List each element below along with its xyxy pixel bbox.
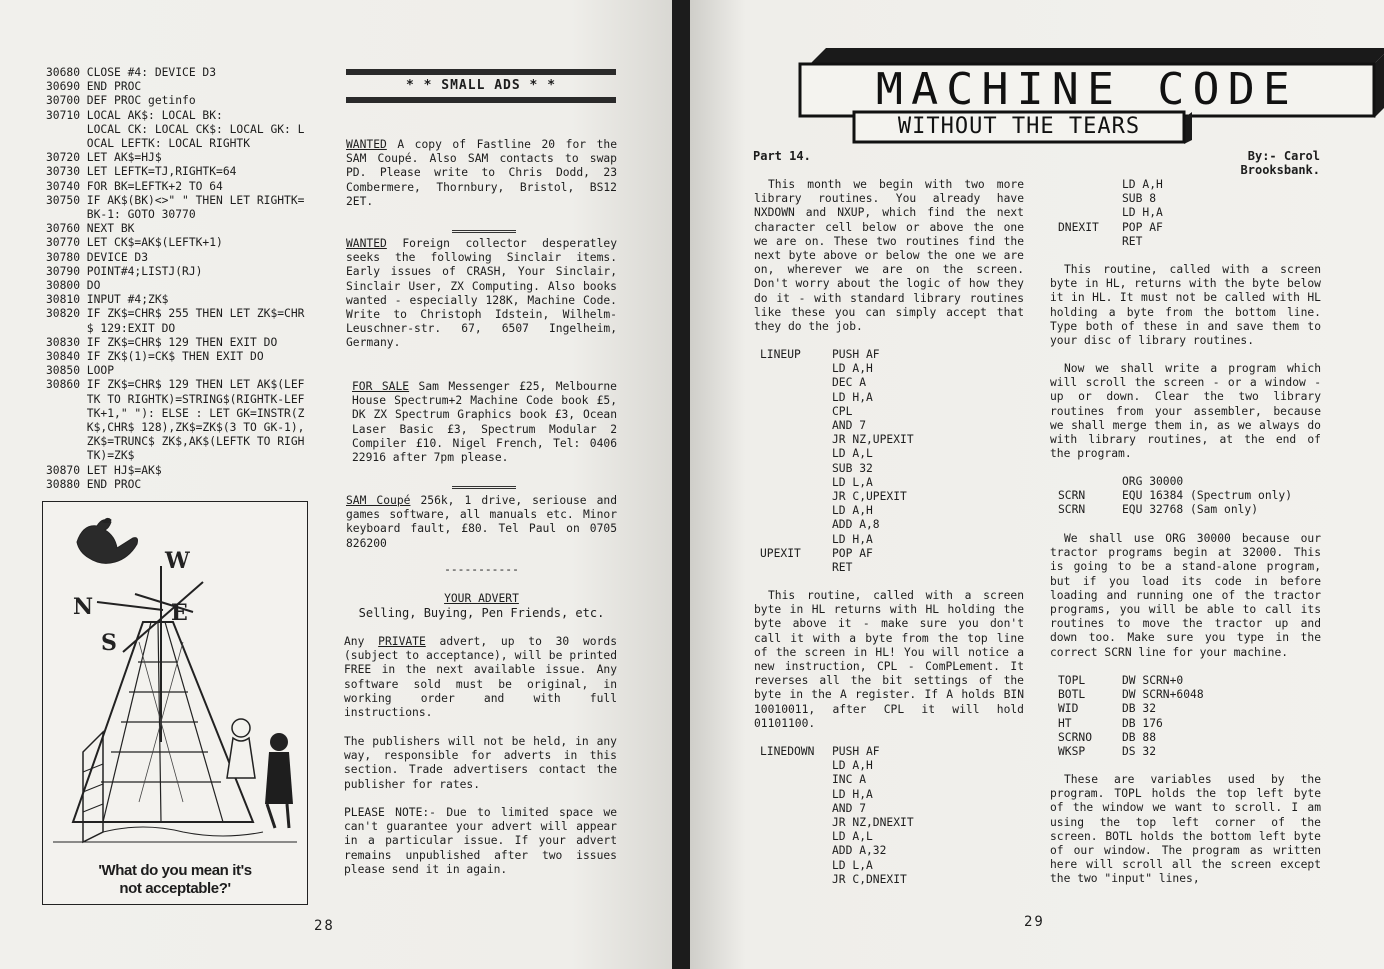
linedown-paragraph: This routine, called with a screen byte in HL, returns with the byte below it in HL. It must not be called with HL holding a byte from the bottom line. Type both of these in and save them to your disc of library routines. xyxy=(1050,263,1321,348)
right-page xyxy=(690,0,1384,969)
code-label xyxy=(760,405,832,419)
code-instr: INC A xyxy=(832,773,867,787)
code-instr: LD A,H xyxy=(832,759,873,773)
variables-code xyxy=(1058,674,1204,759)
code-label xyxy=(760,859,832,873)
code-line xyxy=(760,561,914,575)
code-instr: LD H,A xyxy=(1122,206,1163,220)
private-advert-paragraph xyxy=(344,635,617,720)
ad-tag: WANTED xyxy=(346,237,387,250)
code-label xyxy=(760,844,832,858)
listing-line: 30730 LET LEFTK=TJ,RIGHTK=64 xyxy=(46,165,237,179)
code-line xyxy=(1058,235,1163,249)
code-instr: ADD A,32 xyxy=(832,844,887,858)
part-number: Part 14. xyxy=(753,149,811,163)
code-label xyxy=(760,561,832,575)
svg-text:S: S xyxy=(101,630,117,656)
code-label xyxy=(760,476,832,490)
code-label xyxy=(760,419,832,433)
machine-code-logo xyxy=(798,44,1384,144)
your-advert-heading xyxy=(346,592,617,620)
listing-line: 30850 LOOP xyxy=(46,364,115,378)
listing-line: 30870 LET HJ$=AK$ xyxy=(46,463,162,477)
listing-line: 30770 LET CK$=AK$(LEFTK+1) xyxy=(46,236,223,250)
variables-paragraph: These are variables used by the program. TOPL holds the top left byte of the window we want to scroll. I am using the top left corner of the screen. BOTL holds the bottom left byte of our window. The program as written here will scroll all the screen except the two "input" lines, xyxy=(1050,773,1321,886)
code-instr: ADD A,8 xyxy=(832,518,880,532)
listing-line: TK TO RIGHTK)=STRING$(RIGHTK-LEF xyxy=(46,392,305,406)
code-line xyxy=(760,788,914,802)
org-code xyxy=(1058,475,1292,518)
cpl-paragraph: This routine, called with a screen byte in HL returns with HL holding the byte above it - make sure you don't call it with a byte from the top line of the screen in HL! You will notice a new instruction, CPL - ComPLement. It reverses all the bit settings of the byte in the A register. If A holds BIN 10010011, after CPL it will hold 01101100. xyxy=(754,589,1024,730)
ad-text: Sam Messenger £25, Melbourne House Spectrum+2 Machine Code book £5, DK ZX Spectrum Graphics book £3, Ocean Laser Basic £3, Spectrum Modular 2 Compiler £10. Nigel French, Tel: 0406 22916 after 7pm please. xyxy=(352,380,617,465)
cartoon-caption xyxy=(43,862,307,898)
please-note-text: PLEASE NOTE:- Due to limited space we can't guarantee your advert will appear in a particular issue. If your advert remains unpublished after two issues please send it in again. xyxy=(344,806,617,876)
code-instr: EQU 32768 (Sam only) xyxy=(1122,503,1259,517)
listing-line: 30830 IF ZK$=CHR$ 129 THEN EXIT DO xyxy=(46,335,278,349)
listing-line: TK+1," "): ELSE : LET GK=INSTR(Z xyxy=(46,406,305,420)
code-instr: SUB 32 xyxy=(832,461,873,475)
listing-line: 30710 LOCAL AK$: LOCAL BK: xyxy=(46,108,223,122)
listing-line: 30880 END PROC xyxy=(46,477,142,491)
code-instr: DB 32 xyxy=(1122,702,1157,716)
ad-tag: FOR SALE xyxy=(352,380,410,393)
listing-line: 30720 LET AK$=HJ$ xyxy=(46,151,162,165)
para-text: advert, up to 30 words (subject to acceptance), will be printed FREE in the next available issue. Any software sold must be original, in working order and with full instructions. xyxy=(344,635,617,720)
code-line xyxy=(760,547,914,561)
listing-line: K$,CHR$ 128),ZK$=ZK$(3 TO GK-1), xyxy=(46,421,305,435)
private-tag: PRIVATE xyxy=(378,635,426,648)
code-instr: AND 7 xyxy=(832,419,867,433)
code-label: SCRNO xyxy=(1058,730,1093,744)
code-label xyxy=(760,462,832,476)
code-instr: LD A,H xyxy=(1122,178,1163,191)
ad-tag: SAM Coupé xyxy=(346,494,411,507)
code-instr: LD A,L xyxy=(832,830,873,844)
code-instr: LD A,L xyxy=(832,447,873,461)
scroll-program-paragraph: Now we shall write a program which will scroll the screen - or a window - up or down. Clear the two library routines from your assembler, because we shall merge them in, as we always do with library routines, at the end of the program. xyxy=(1050,362,1321,461)
code-line xyxy=(760,504,914,518)
code-line xyxy=(760,802,914,816)
listing-line: 30760 NEXT BK xyxy=(46,222,135,236)
code-line xyxy=(760,844,914,858)
publisher-disclaimer xyxy=(344,735,617,792)
code-label xyxy=(760,376,832,390)
linedown-code xyxy=(760,745,914,887)
svg-text:N: N xyxy=(73,594,94,620)
code-instr: RET xyxy=(832,561,853,575)
code-line xyxy=(760,773,914,787)
code-instr: RET xyxy=(1122,234,1143,248)
listing-line: 30810 INPUT #4;ZK$ xyxy=(46,293,169,307)
code-label xyxy=(760,759,832,773)
page-number-left: 28 xyxy=(314,918,335,934)
code-instr: CPL xyxy=(832,404,853,418)
code-instr: POP AF xyxy=(1122,220,1163,234)
code-label xyxy=(760,816,832,830)
code-line xyxy=(760,816,914,830)
listing-line: 30750 IF AK$(BK)<>" " THEN LET RIGHTK= xyxy=(46,193,305,207)
code-instr: PUSH AF xyxy=(832,348,880,361)
listing-line: 30860 IF ZK$=CHR$ 129 THEN LET AK$(LEF xyxy=(46,378,305,392)
code-instr: JR C,UPEXIT xyxy=(832,490,907,504)
ad-text: 256k, 1 drive, seriouse and games software, all manuals etc. Minor keyboard fault, £80. Tel Paul on 0705 826200 xyxy=(346,494,617,550)
code-label xyxy=(760,433,832,447)
code-instr: LD L,A xyxy=(832,475,873,489)
listing-line: 30800 DO xyxy=(46,279,101,293)
code-label xyxy=(760,362,832,376)
code-instr: LD A,H xyxy=(832,504,873,518)
code-label: DNEXIT xyxy=(1058,220,1099,234)
lineup-code xyxy=(760,348,914,575)
listing-line: OCAL LEFTK: LOCAL RIGHTK xyxy=(46,137,251,151)
code-instr: LD H,A xyxy=(832,532,873,546)
intro-paragraph: This month we begin with two more library routines. You already have NXDOWN and NXUP, which find the next character cell below or above the one we are on. These two routines find the next byte above or below the one we are on, wherever we are on the screen. Don't worry about the logic of how they do it - with standard library routines like these you can simply accept that they do the job. xyxy=(754,178,1024,334)
code-label: LINEUP xyxy=(760,348,801,361)
cartoon-panel xyxy=(42,501,308,905)
ad-for-sale xyxy=(352,380,617,465)
please-note-paragraph xyxy=(344,806,617,877)
listing-line: ZK$=TRUNC$ ZK$,AK$(LEFTK TO RIGH xyxy=(46,435,305,449)
code-line xyxy=(760,518,914,532)
code-line xyxy=(1058,206,1163,220)
code-line xyxy=(1058,702,1204,716)
logo-title: MACHINE CODE xyxy=(875,64,1299,115)
page-number-right: 29 xyxy=(1024,914,1045,930)
code-label xyxy=(760,873,832,887)
code-label xyxy=(760,533,832,547)
code-instr: LD H,A xyxy=(832,390,873,404)
code-line xyxy=(1058,475,1292,489)
code-label: BOTL xyxy=(1058,688,1086,702)
code-label: TOPL xyxy=(1058,674,1086,687)
listing-line: 30790 POINT#4;LISTJ(RJ) xyxy=(46,264,203,278)
your-advert-title: YOUR ADVERT xyxy=(444,592,519,605)
ad-divider xyxy=(452,486,516,489)
code-line xyxy=(760,759,914,773)
code-line xyxy=(760,830,914,844)
code-instr: SUB 8 xyxy=(1122,192,1157,206)
cartoon-caption-line: not acceptable?' xyxy=(119,880,231,897)
code-label xyxy=(760,788,832,802)
svg-text:W: W xyxy=(165,548,190,574)
listing-line: BK-1: GOTO 30770 xyxy=(46,208,196,222)
small-ads-banner xyxy=(346,66,616,104)
code-instr: DB 176 xyxy=(1122,716,1163,730)
code-label xyxy=(760,518,832,532)
dash-separator: ----------- xyxy=(444,563,519,576)
code-line xyxy=(760,376,914,390)
ad-wanted-1 xyxy=(346,138,617,209)
code-instr: EQU 16384 (Spectrum only) xyxy=(1122,489,1293,503)
code-instr: AND 7 xyxy=(832,801,867,815)
cartoon-caption-line: 'What do you mean it's xyxy=(98,862,252,879)
code-line xyxy=(1058,221,1163,235)
code-label: SCRN xyxy=(1058,503,1086,517)
code-line xyxy=(760,447,914,461)
code-label: SCRN xyxy=(1058,489,1086,503)
code-line xyxy=(1058,745,1204,759)
code-label xyxy=(1058,178,1122,192)
code-line xyxy=(760,433,914,447)
code-label xyxy=(1058,206,1122,220)
code-line xyxy=(760,859,914,873)
ad-wanted-2 xyxy=(346,237,617,351)
code-instr: JR C,DNEXIT xyxy=(832,872,907,886)
code-instr: DS 32 xyxy=(1122,745,1157,759)
code-line xyxy=(1058,192,1163,206)
code-label xyxy=(760,773,832,787)
code-instr: PUSH AF xyxy=(832,745,880,758)
code-line xyxy=(1058,503,1292,517)
org-paragraph: We shall use ORG 30000 because our tractor programs begin at 32000. This is going to be a stand-alone program, but if you load its code in before loading and running one of the tractor programs, you will be able to call its routines to move the tractor up and down too. Make sure you type in the correct SCRN line for your machine. xyxy=(1050,532,1321,659)
svg-text:E: E xyxy=(171,600,188,626)
code-instr: DW SCRN+0 xyxy=(1122,674,1184,687)
para-text: Any xyxy=(344,635,379,648)
basic-listing xyxy=(46,66,336,492)
code-label xyxy=(1058,475,1122,489)
code-line xyxy=(1058,489,1292,503)
disclaimer-text: The publishers will not be held, in any way, responsible for adverts in this section. Trade advertisers contact the publisher for rates. xyxy=(344,735,617,791)
listing-line: 30820 IF ZK$=CHR$ 255 THEN LET ZK$=CHR xyxy=(46,307,305,321)
code-instr: DB 88 xyxy=(1122,730,1157,744)
code-label: UPEXIT xyxy=(760,546,801,560)
code-instr: DW SCRN+6048 xyxy=(1122,688,1204,702)
code-label: WID xyxy=(1058,702,1079,716)
ad-divider xyxy=(452,230,516,233)
weathervane-illustration xyxy=(43,502,307,852)
code-line xyxy=(1058,178,1163,192)
code-label: HT xyxy=(1058,716,1072,730)
logo-subtitle: WITHOUT THE TEARS xyxy=(897,114,1141,139)
code-label xyxy=(760,830,832,844)
left-page xyxy=(0,0,672,969)
code-line xyxy=(1058,717,1204,731)
code-line xyxy=(1058,688,1204,702)
code-instr: JR NZ,DNEXIT xyxy=(832,816,914,830)
code-line xyxy=(760,873,914,887)
code-label xyxy=(760,391,832,405)
code-line xyxy=(760,405,914,419)
code-line xyxy=(760,745,914,759)
code-instr: LD A,H xyxy=(832,362,873,376)
listing-line: 30780 DEVICE D3 xyxy=(46,250,149,264)
your-advert-subtitle: Selling, Buying, Pen Friends, etc. xyxy=(358,606,605,621)
byline: By:- Carol Brooksbank. xyxy=(1240,149,1320,177)
code-instr: LD L,A xyxy=(832,858,873,872)
banner-rule-bottom xyxy=(346,97,616,103)
code-label xyxy=(760,490,832,504)
code-instr: JR NZ,UPEXIT xyxy=(832,433,914,447)
code-instr: POP AF xyxy=(832,546,873,560)
code-line xyxy=(760,490,914,504)
listing-line: LOCAL CK: LOCAL CK$: LOCAL GK: L xyxy=(46,122,305,136)
ad-tag: WANTED xyxy=(346,138,387,151)
code-line xyxy=(760,348,914,362)
listing-line: 30840 IF ZK$(1)=CK$ THEN EXIT DO xyxy=(46,350,264,364)
ad-sam-coupe xyxy=(346,494,617,551)
banner-rule-top xyxy=(346,69,616,75)
code-label xyxy=(1058,192,1122,206)
code-label xyxy=(760,504,832,518)
code-line xyxy=(760,391,914,405)
ad-text: Foreign collector desperatley seeks the following Sinclair items. Early issues of CRASH, Your Sinclair, Sinclair User, ZX Computing. Also books wanted - especially 128K, Machine Code. Write to Christoph Idstein, Wilhelm-Leuschner-str. 67, 6507 Ingelheim, Germany. xyxy=(346,237,617,350)
code-line xyxy=(760,533,914,547)
code-label xyxy=(760,447,832,461)
code-label: WKSP xyxy=(1058,745,1086,759)
listing-line: 30690 END PROC xyxy=(46,80,142,94)
code-instr: ORG 30000 xyxy=(1122,475,1184,488)
code-label: LINEDOWN xyxy=(760,745,815,758)
dnexit-code xyxy=(1058,178,1163,249)
ad-text: A copy of Fastline 20 for the SAM Coupé. Also SAM contacts to swap PD. Please write to Chris Dodd, 23 Combermere, Thornbury, Bristol, BS12 2ET. xyxy=(346,138,617,208)
code-line xyxy=(1058,674,1204,688)
code-instr: DEC A xyxy=(832,376,867,390)
code-line xyxy=(760,362,914,376)
code-instr: LD H,A xyxy=(832,787,873,801)
listing-line: 30680 CLOSE #4: DEVICE D3 xyxy=(46,66,217,79)
code-line xyxy=(760,476,914,490)
code-label xyxy=(760,802,832,816)
listing-line: TK)=ZK$ xyxy=(46,449,135,463)
small-ads-title: * * SMALL ADS * * xyxy=(405,78,557,93)
listing-line: 30700 DEF PROC getinfo xyxy=(46,94,196,108)
listing-line: $ 129:EXIT DO xyxy=(46,321,176,335)
listing-line: 30740 FOR BK=LEFTK+2 TO 64 xyxy=(46,179,223,193)
code-label xyxy=(1058,235,1122,249)
code-line xyxy=(1058,731,1204,745)
code-line xyxy=(760,419,914,433)
code-line xyxy=(760,462,914,476)
